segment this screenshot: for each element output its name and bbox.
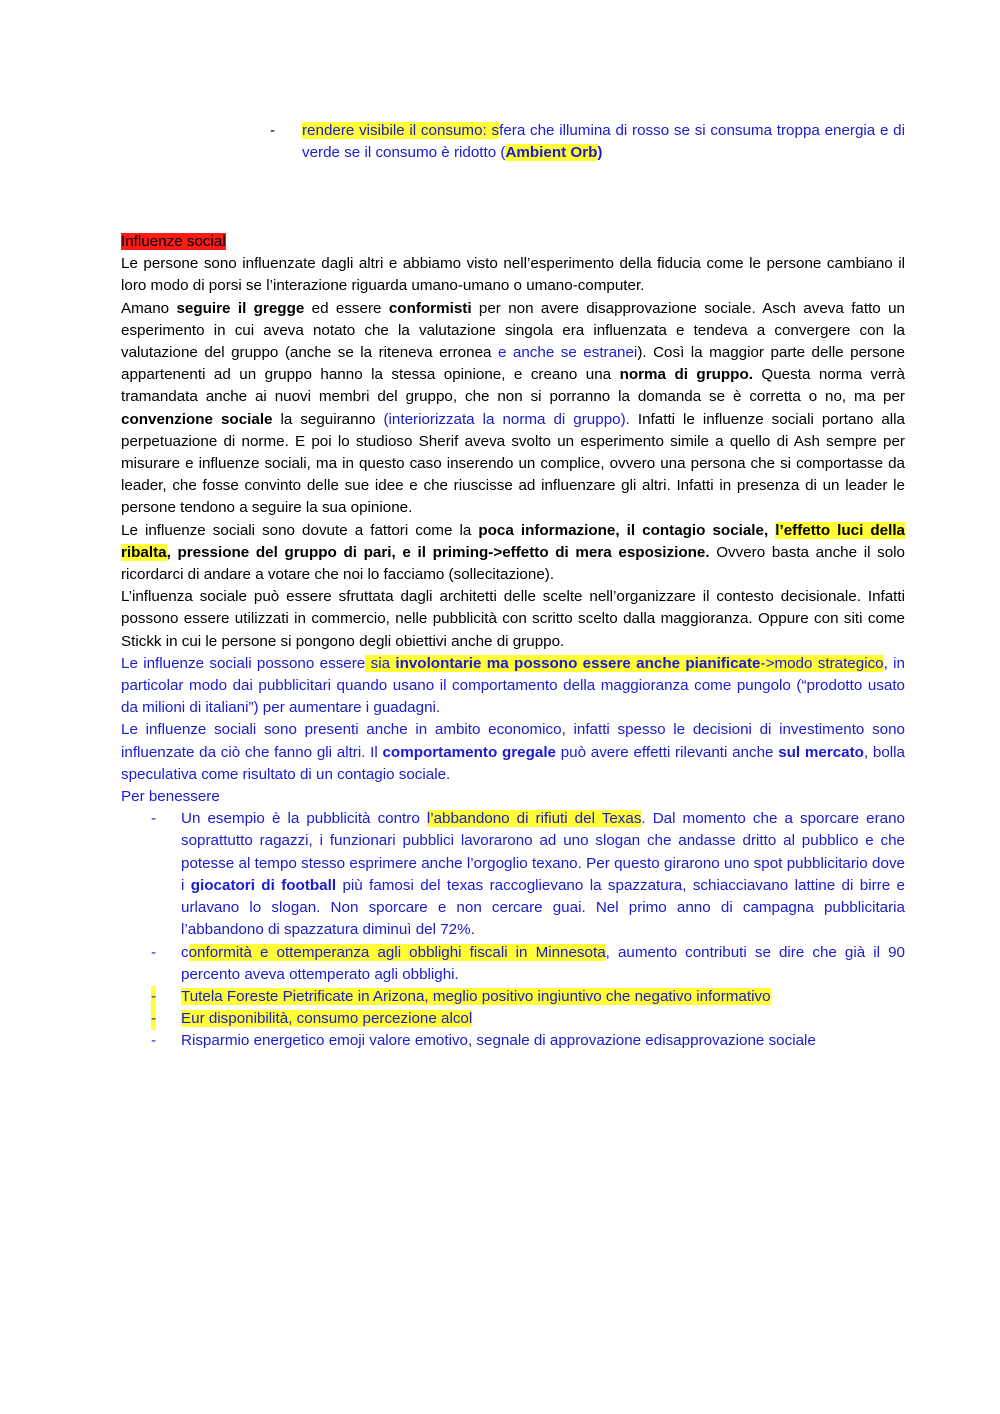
bullet-dash: - [151,986,156,1008]
bold-text: comportamento gregale [382,743,556,761]
text: , in particolar modo dai pubblicitari quando usano il comportamento della maggioranza come pungolo (“prodotto usato da milioni di italiani”) per aumentare i guadagni. [121,654,906,717]
blue-text: e anche se estranei [497,344,638,362]
text: ). Così la maggior parte delle persone appartenenti ad un gruppo hanno la stessa opinione, e creano una [121,344,906,384]
bullet-text: fera che illumina di rosso se si consuma troppa energia e di verde se il consumo è ridotto ( [302,122,905,162]
list-item [121,1030,905,1052]
list-item [121,942,905,986]
text: . Dal momento che a sporcare erano soprattutto ragazzi, i funzionari pubblici lavorarono ad uno slogan che andasse dritto al pubblico e che potesse al tempo stesso esprimere anche l’orgoglio texano. Per questo girarono uno spot pubblicitario dove i [181,810,905,894]
paragraph-7: Per benessere [121,788,220,806]
paragraph-1: Le persone sono influenzate dagli altri e abbiamo visto nell’esperimento della fiducia come le persone cambiano il loro modo di porsi se l’interazione riguarda umano-umano o umano-computer. [121,255,905,295]
list-item [121,986,905,1008]
section-heading: Influenze social [121,233,226,250]
text: Le influenze sociali sono dovute a fattori come la [121,521,479,539]
bold-text: convenzione sociale [121,410,273,428]
highlighted-text: rendere visibile il consumo: s [302,122,500,139]
ambient-orb-label: Ambient Orb [505,144,598,162]
highlighted-text: sia [365,654,396,672]
text: Le influenze sociali sono presenti anche in ambito economico, infatti spesso le decisioni di investimento sono influenzate da ciò che fanno gli altri. Il [121,721,905,761]
paragraph-3 [121,520,905,587]
paragraph-6 [121,719,905,786]
bullet-dash: - [270,122,276,139]
paragraph-2 [121,298,905,520]
text: Ovvero basta anche il solo ricordarci di andare a votare che noi lo facciamo (sollecitazione). [121,543,905,584]
bullet-dash: - [151,810,157,828]
highlighted-text: l’abbandono di rifiuti del Texas [426,810,642,828]
highlighted-text: Eur disponibilità, consumo percezione alcol [181,1010,473,1028]
text: c [181,943,189,961]
highlighted-text: Tutela Foreste Pietrificate in Arizona, meglio positivo ingiuntivo che negativo informativo [181,987,771,1005]
highlighted-bold-text: involontarie ma possono essere anche pianificate [395,654,761,672]
highlighted-text: ->modo strategico [760,654,884,672]
paragraph-4: L’influenza sociale può essere sfruttata dagli architetti delle scelte nell’organizzare il contesto decisionale. Infatti possono essere utilizzati in commercio, nelle pubblicità con scritto scelto dalla maggioranza. Oppure con siti come Stickk in cui le persone si pongono degli obiettivi anche di gruppo. [121,588,905,650]
bullet-dash: - [151,943,157,961]
paragraph-5 [121,653,905,720]
highlighted-bold-text: l’effetto luci della ribalta [121,521,905,561]
highlighted-text: onformità e ottemperanza agli obblighi fiscali in Minnesota [188,943,606,961]
text: Un esempio è la pubblicità contro [181,810,427,828]
text: la seguiranno [272,410,384,428]
bold-text: , pressione del gruppo di pari, e il priming->effetto di mera esposizione. [166,543,710,561]
text: Infatti le influenze sociali portano alla perpetuazione di norme. E poi lo studioso Sherif aveva svolto un esperimento simile a quello di Ash sempre per misurare e influenze sociali, ma in questo caso inserendo un complice, ovvero una persona che si comportasse da leader, che fosse convinto delle sue idee e che riuscisse ad influenzare gli altri. Infatti in presenza di un leader le persone tendono a seguire la sua opinione. [121,410,905,517]
text: può avere effetti rilevanti anche [555,743,779,761]
text: Questa norma verrà tramandata anche ai nuovi membri del gruppo, che non si porranno la domanda se è corretta o no, ma per [121,366,905,406]
bold-text: conformisti [388,299,472,317]
bullet-close: ) [597,144,603,162]
top-bullet-item [270,120,905,164]
bullet-list [121,808,905,1052]
bullet-dash: - [151,1032,157,1050]
text: ed essere [304,299,389,317]
text: Risparmio energetico emoji valore emotivo, segnale di approvazione edisapprovazione sociale [181,1032,816,1050]
bullet-dash: - [151,1008,156,1030]
text: , bolla speculativa come risultato di un contagio sociale. [121,743,905,783]
text: Amano [121,299,177,317]
bold-text: giocatori di football [190,876,337,894]
bold-text: seguire il gregge [176,299,305,317]
text: per non avere disapprovazione sociale. Asch aveva fatto un esperimento in cui aveva notato che la valutazione singola era influenzata e tendeva a convergere con la valutazione del gruppo (anche se la riteneva erronea [121,299,906,362]
main-content [121,231,905,1053]
bold-text: poca informazione, il contagio sociale, [478,521,776,539]
text: più famosi del texas raccoglievano la spazzatura, schiacciavano lattine di birre e urlavano lo slogan. Non sporcare e non cercare guai. Nel primo anno di campagna pubblicitaria l’abbandono di spazzatura diminuì del 72%. [181,876,906,939]
bold-text: norma di gruppo. [619,366,753,384]
text: Le influenze sociali possono essere [121,654,366,672]
section-heading-row [121,231,905,253]
list-item [121,808,905,941]
text: , aumento contributi se dire che già il 90 percento aveva ottemperato agli obblighi. [181,943,906,983]
bold-text: sul mercato [778,743,864,761]
blue-text: (interiorizzata la norma di gruppo). [383,410,630,428]
list-item [121,1008,905,1030]
